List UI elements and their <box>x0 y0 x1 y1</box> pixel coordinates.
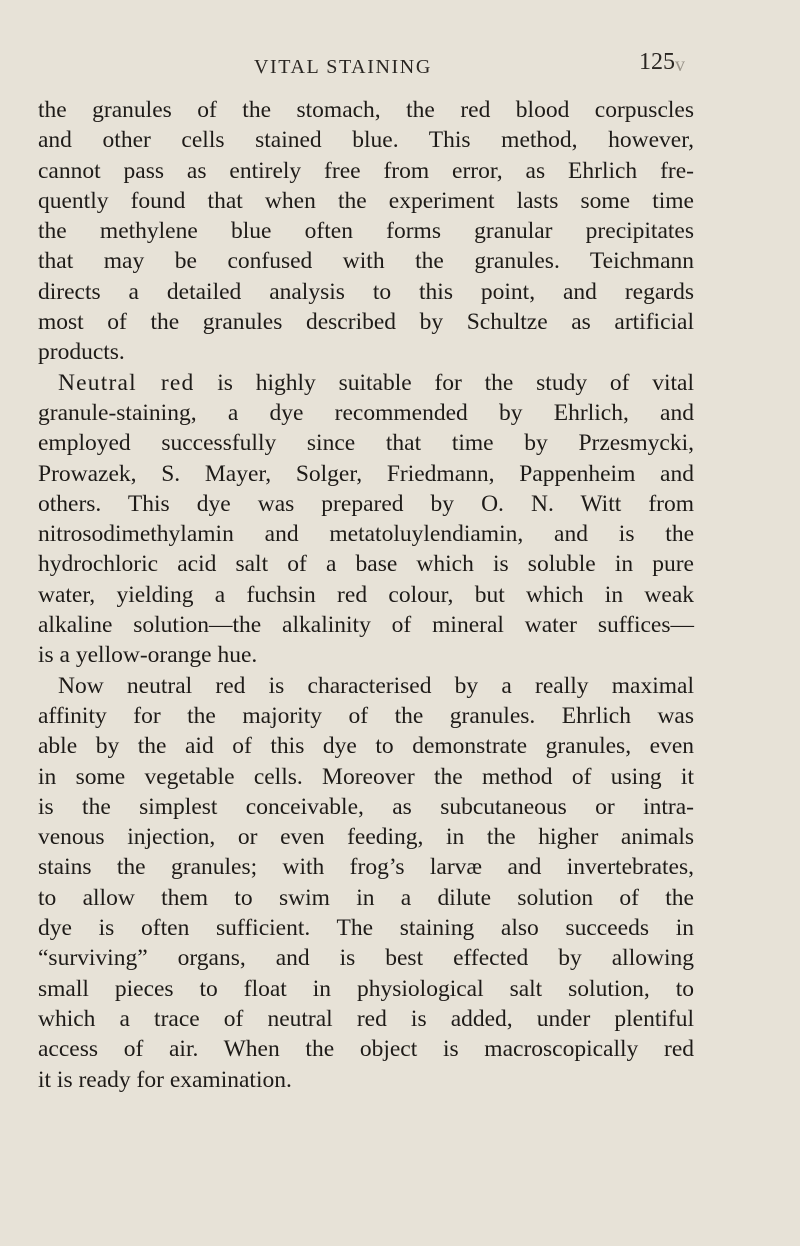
text-line <box>38 398 694 428</box>
text-line <box>38 156 694 186</box>
text-line <box>38 913 694 943</box>
line-text: Prowazek, S. Mayer, Solger, Friedmann, Pappenheim and <box>38 460 694 487</box>
line-text: in some vegetable cells. Moreover the method of using it <box>38 763 694 790</box>
text-line <box>38 277 694 307</box>
text-line <box>38 1065 694 1095</box>
text-line <box>38 1034 694 1064</box>
text-line <box>38 368 694 398</box>
text-line <box>38 428 694 458</box>
text-line <box>38 186 694 216</box>
text-line <box>38 974 694 1004</box>
line-text: the granules of the stomach, the red blood corpuscles <box>38 97 694 123</box>
line-text: stains the granules; with frog’s larvæ and invertebrates, <box>38 854 694 881</box>
text-line <box>38 822 694 852</box>
line-text: products. <box>38 339 125 366</box>
line-text: “surviving” organs, and is best effected by allowing <box>38 945 694 972</box>
text-line <box>38 95 694 125</box>
line-text: is highly suitable for the study of vital <box>194 369 694 396</box>
term-lead: Neutral red <box>58 369 195 396</box>
line-text: water, yielding a fuchsin red colour, but which in weak <box>38 581 694 608</box>
line-text: venous injection, or even feeding, in the higher animals <box>38 824 694 851</box>
body-text <box>38 95 694 1095</box>
line-text: alkaline solution—the alkalinity of mineral water suffices— <box>38 612 694 639</box>
text-line <box>38 125 694 155</box>
running-title: VITAL STAINING <box>254 56 432 78</box>
text-line <box>38 580 694 610</box>
line-text: small pieces to float in physiological salt solution, to <box>38 975 694 1002</box>
text-line <box>38 792 694 822</box>
line-text: is the simplest conceivable, as subcutaneous or intra- <box>38 793 694 820</box>
text-line <box>38 519 694 549</box>
text-line <box>38 883 694 913</box>
line-text: it is ready for examination. <box>38 1066 292 1093</box>
text-line <box>38 246 694 276</box>
line-text: the methylene blue often forms granular precipitates <box>38 218 694 245</box>
text-line <box>38 459 694 489</box>
line-text: granule-staining, a dye recommended by Ehrlich, and <box>38 399 694 426</box>
text-line <box>38 943 694 973</box>
page-number: 125 <box>639 49 675 75</box>
line-text: others. This dye was prepared by O. N. Witt from <box>38 490 694 517</box>
line-text: directs a detailed analysis to this point, and regards <box>38 278 694 305</box>
line-text: Now neutral red is characterised by a really maximal <box>58 672 694 699</box>
line-text: most of the granules described by Schultze as artificial <box>38 309 694 336</box>
margin-mark: v <box>675 54 685 76</box>
line-text: which a trace of neutral red is added, under plentiful <box>38 1005 694 1032</box>
text-line <box>38 216 694 246</box>
line-text: dye is often sufficient. The staining also succeeds in <box>38 915 694 942</box>
line-text: cannot pass as entirely free from error, as Ehrlich fre- <box>38 157 694 184</box>
text-line <box>38 489 694 519</box>
text-line <box>38 731 694 761</box>
line-text: to allow them to swim in a dilute solution of the <box>38 884 694 911</box>
text-line <box>38 640 694 670</box>
line-text: is a yellow-orange hue. <box>38 642 258 669</box>
text-line <box>38 701 694 731</box>
text-line <box>38 549 694 579</box>
text-line <box>38 852 694 882</box>
text-line <box>38 671 694 701</box>
text-line <box>38 337 694 367</box>
text-line <box>38 610 694 640</box>
line-text: employed successfully since that time by Przesmycki, <box>38 430 694 457</box>
line-text: affinity for the majority of the granules. Ehrlich was <box>38 702 694 729</box>
text-line <box>38 1004 694 1034</box>
line-text: that may be confused with the granules. Teichmann <box>38 248 694 275</box>
line-text: access of air. When the object is macroscopically red <box>38 1036 694 1063</box>
line-text: nitrosodimethylamin and metatoluylendiamin, and is the <box>38 521 694 548</box>
line-text: and other cells stained blue. This method, however, <box>38 127 694 154</box>
line-text: hydrochloric acid salt of a base which is soluble in pure <box>38 551 694 578</box>
text-line <box>38 307 694 337</box>
text-line <box>38 762 694 792</box>
line-text: quently found that when the experiment lasts some time <box>38 187 694 214</box>
running-head <box>0 44 800 80</box>
line-text: able by the aid of this dye to demonstrate granules, even <box>38 733 694 760</box>
